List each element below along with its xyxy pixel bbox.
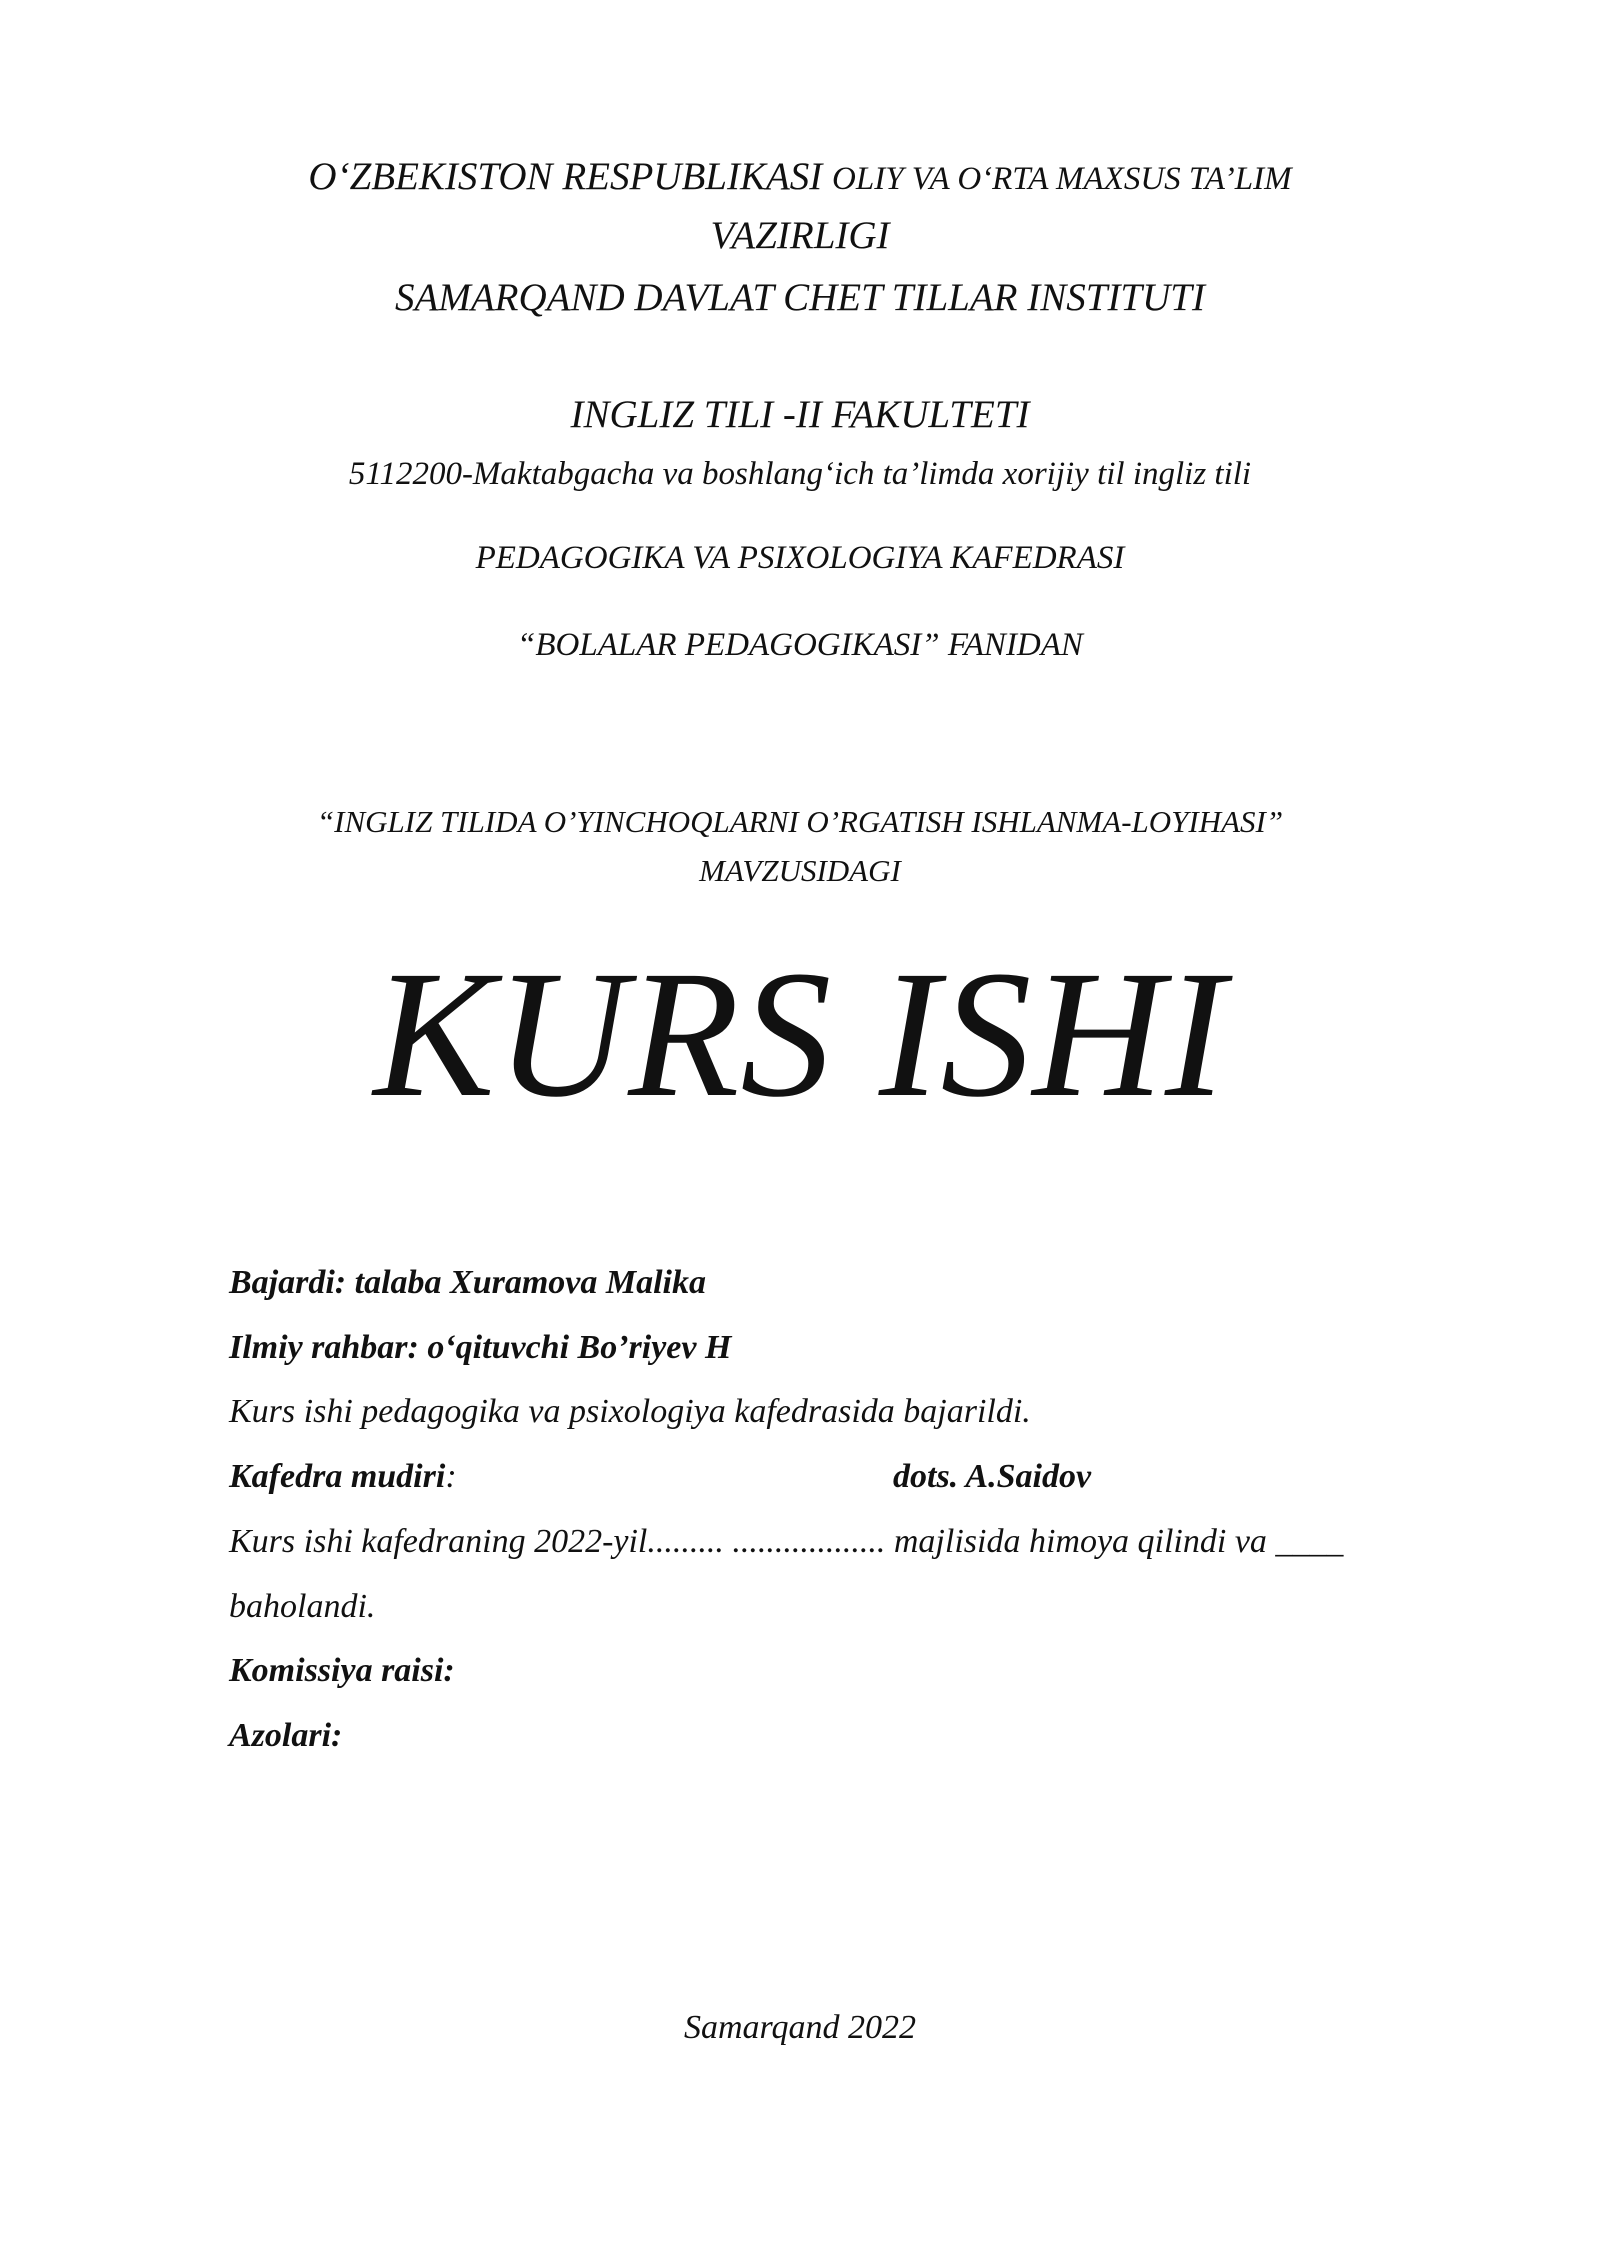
page-title: KURS ISHI [373,934,1227,1135]
department-head-label-group [229,1457,457,1496]
header-republic-line [0,155,1600,200]
topic-title: “INGLIZ TILIDA O’YINCHOQLARNI O’RGATISH ISHLANMA-LOYIHASI” [316,804,1284,839]
department-head-colon: : [445,1458,457,1495]
department-head-label: Kafedra mudiri [229,1458,446,1495]
performed-by: Bajardi: talaba Xuramova Malika [229,1264,706,1301]
supervisor: Ilmiy rahbar: o‘qituvchi Bo’riyev H [229,1329,732,1366]
footer-city-year: Samarqand 2022 [683,2009,917,2046]
header-subject: “BOLALAR PEDAGOGIKASI” FANIDAN [517,627,1083,663]
department-head-name: dots. A.Saidov [893,1458,1092,1495]
commission-members: Azolari: [229,1717,343,1754]
graded-note: baholandi. [229,1588,376,1625]
department-head-line [229,1457,1429,1502]
header-institute: SAMARQAND DAVLAT CHET TILLAR INSTITUTI [395,276,1205,319]
header-ministry: VAZIRLIGI [710,214,890,257]
header-faculty: INGLIZ TILI -II FAKULTETI [570,393,1030,436]
commission-chair: Komissiya raisi: [229,1652,455,1689]
header-republic: O‘ZBEKISTON RESPUBLIKASI [308,155,823,198]
defense-note: Kurs ishi kafedraning 2022-yil......... .................. majlisida himoya qilindi va ____ [229,1523,1344,1560]
header-department: PEDAGOGIKA VA PSIXOLOGIYA KAFEDRASI [475,540,1125,576]
completed-note: Kurs ishi pedagogika va psixologiya kafedrasida bajarildi. [229,1393,1031,1430]
header-specialty: 5112200-Maktabgacha va boshlang‘ich ta’limda xorijiy til ingliz tili [348,456,1252,492]
topic-subtitle: MAVZUSIDAGI [699,853,901,888]
header-ministry-part: OLIY VA O‘RTA MAXSUS TA’LIM [832,161,1292,197]
